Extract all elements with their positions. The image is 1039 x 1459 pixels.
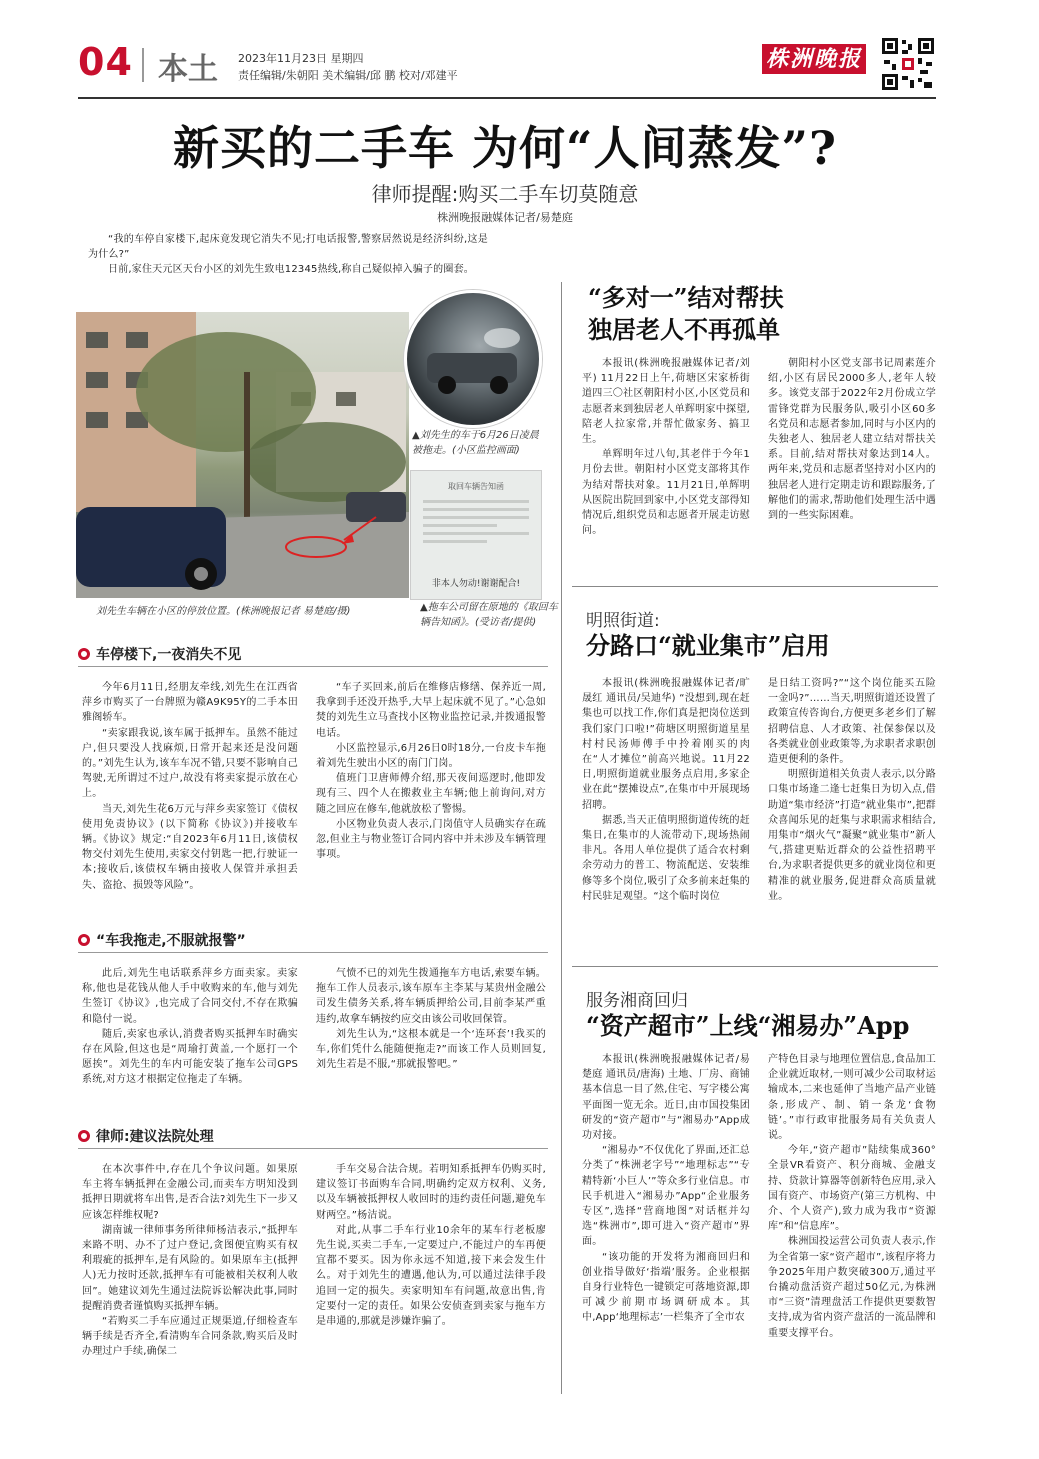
section-2-left-column bbox=[82, 966, 298, 1088]
paragraph: “车子买回来,前后在维修店修缮、保养近一周,我拿到手还没开热乎,大早上起床就不见了。”心急如焚的刘先生立马查找小区物业监控记录,并拨通报警电话。 bbox=[316, 682, 546, 739]
column-divider bbox=[561, 282, 562, 1394]
paragraph: 是日结工资吗?”“这个岗位能买五险一金吗?”……当天,明照街道还设置了政策宣传咨询台,方便更多老乡们了解招聘信息、人才政策、社保参保以及各类就业创业政策等,为求职者求职创造更便利的条件。 bbox=[768, 678, 936, 766]
paragraph: 单辉明年过八旬,其老伴于今年1月份去世。朝阳村小区党支部将其作为结对帮扶对象。11月21日,单辉明从医院出院回到家中,小区党支部得知情况后,组织党员和志愿者开展走访慰问。 bbox=[582, 449, 750, 537]
article4-left-column bbox=[582, 1052, 750, 1326]
lead bbox=[88, 232, 488, 278]
section-heading-text: “车我拖走,不服就报警” bbox=[96, 933, 246, 949]
parking-photo bbox=[76, 312, 409, 598]
paragraph: “卖家跟我说,该车属于抵押车。虽然不能过户,但只要没人找麻烦,日常开起来还是没问题的。”刘先生认为,该车车况不错,只要不影响自己驾驶,无所谓过不过户,故没有将卖家提示放在心上。 bbox=[82, 727, 298, 800]
notice-title: 取回车辆告知函 bbox=[448, 482, 504, 491]
section-bullet-icon bbox=[78, 1130, 90, 1142]
paragraph: 本报讯(株洲晚报融媒体记者/易楚庭 通讯员/唐海) 土地、厂房、商铺基本信息一目了然,住宅、写字楼公寓平面图一览无余。近日,由市国投集团研发的“资产超市”与“湘易办”App成功对接。 bbox=[582, 1054, 750, 1142]
section-3-right-column bbox=[316, 1162, 546, 1329]
article-rule bbox=[572, 966, 938, 967]
notice-footer: 非本人勿动!谢谢配合! bbox=[431, 579, 521, 589]
section-heading-3 bbox=[78, 1126, 214, 1146]
paragraph: 在本次事件中,存在几个争议问题。如果原车主将车辆抵押在金融公司,而卖车方明知没到抵押日期就将车出售,是否合法?刘先生下一步又应该怎样维权呢? bbox=[82, 1164, 298, 1221]
paragraph: 此后,刘先生电话联系萍乡方面卖家。卖家称,他也是花钱从他人手中收购来的车,他与刘先生签订《协议》,也完成了合同交付,不存在欺骗和隐付一说。 bbox=[82, 968, 298, 1025]
section-heading-text: 车停楼下,一夜消失不见 bbox=[96, 647, 242, 663]
paragraph: 朝阳村小区党支部书记周素莲介绍,小区有居民2000多人,老年人较多。该党支部于2022年2月份成立学雷锋党群为民服务队,吸引小区60多名党员和志愿者参加,同时与小区内的失独老人、独居老人建立结对帮扶关系。目前,结对帮扶对象达到14人。两年来,党员和志愿者坚持对小区内的独居老人进行定期走访和跟踪服务,了解他们的需求,帮助他们处理生活中遇到的一些实际困难。 bbox=[768, 358, 936, 522]
paragraph: 手车交易合法合规。若明知系抵押车仍购买时,建议签订书面购车合同,明确约定双方权利、义务,以及车辆被抵押权人收回时的违约责任问题,避免车财两空。”杨洁说。 bbox=[316, 1164, 546, 1221]
paragraph: 今年6月11日,经朋友牵线,刘先生在江西省萍乡市购买了一台牌照为赣A9K95Y的二手本田雅阁轿车。 bbox=[82, 682, 298, 724]
article4-kicker: 服务湘商回归 bbox=[586, 991, 688, 1011]
article-rule bbox=[572, 586, 938, 587]
main-headline: 新买的二手车 为何“人间蒸发”? bbox=[173, 121, 837, 175]
paragraph: 湖南诚一律师事务所律师杨洁表示,“抵押车来路不明、办不了过户登记,贪图便宜购买有权利瑕疵的抵押车,是有风险的。如果原车主(抵押人)无力按时还款,抵押车有可能被相关权利人收回”。她建议刘先生通过法院诉讼解决此事,同时提醒消费者谨慎购买抵押车辆。 bbox=[82, 1224, 298, 1312]
paragraph: 据悉,当天正值明照街道传统的赶集日,在集市的人流带动下,现场热闹非凡。各用人单位提供了适合农村剩余劳动力的普工、物流配送、安装维修等多个岗位,吸引了众多前来赶集的村民驻足观望。“这个临时岗位 bbox=[582, 814, 750, 902]
paragraph: 对此,从事二手车行业10余年的某车行老板廖先生说,买卖二手车,一定要过户,不能过户的车再便宜都不要买。因为你永远不知道,接下来会发生什么。对于刘先生的遭遇,他认为,可以通过法律手段追回一定的损失。卖家明知车有问题,故意出售,肯定要付一定的责任。如果公安侦查到卖家与拖车方是串通的,那就是涉嫌诈骗了。 bbox=[316, 1224, 546, 1328]
page-number: 04 bbox=[78, 40, 133, 84]
parking-photo-caption: 刘先生车辆在小区的停放位置。(株洲晚报记者 易楚庭/摄) bbox=[96, 606, 351, 617]
article3-headline: 分路口“就业集市”启用 bbox=[586, 631, 830, 660]
article2-headline-line2: 独居老人不再孤单 bbox=[588, 315, 780, 344]
article2-left-column bbox=[582, 356, 750, 538]
section-heading-2 bbox=[78, 930, 246, 950]
section-heading-text: 律师:建议法院处理 bbox=[96, 1129, 214, 1145]
paragraph: 今年,“资产超市”陆续集成360°全景VR看资产、积分商城、金融支持、贷款计算器等创新特色应用,录入国有资产、市场资产(第三方机构、中介、个人资产),致力成为我市“资源库”和“信息库”。 bbox=[768, 1145, 936, 1233]
section-3-left-column bbox=[82, 1162, 298, 1360]
article3-left-column bbox=[582, 676, 750, 904]
paragraph: 本报讯(株洲晚报融媒体记者/刘平) 11月22日上午,荷塘区宋家桥街道四三〇社区朝阳村小区,小区党员和志愿者来到独居老人单辉明家中探望,陪老人拉家常,并帮忙做家务、搞卫生。 bbox=[582, 358, 750, 446]
paragraph: 气愤不已的刘先生拨通拖车方电话,索要车辆。拖车工作人员表示,该车原车主李某与某贵州金融公司发生债务关系,将车辆质押给公司,目前李某严重违约,故拿车辆按约应交由该公司收回保管。 bbox=[316, 968, 546, 1025]
section-rule bbox=[78, 666, 548, 667]
notice-caption: ▲拖车公司留在原地的《取回车辆告知函》。(受访者/提供) bbox=[420, 602, 558, 628]
header-rule bbox=[78, 97, 936, 99]
editors-line: 责任编辑/朱朝阳 美术编辑/邱 鹏 校对/邓建平 bbox=[238, 69, 458, 82]
section-rule bbox=[78, 952, 548, 953]
notice-photo bbox=[410, 470, 542, 600]
section-heading-1 bbox=[78, 644, 241, 664]
section-name: 本土 bbox=[158, 52, 218, 87]
notice-text-lines bbox=[423, 500, 529, 543]
paragraph: 产特色目录与地理位置信息,食品加工企业就近取材,一则可减少公司取材运输成本,二来也延伸了当地产品产业链条,形成产、制、销一条龙‘食物链’。”市行政审批服务局有关负责人说。 bbox=[768, 1054, 936, 1142]
paragraph: 小区监控显示,6月26日0时18分,一台皮卡车拖着刘先生驶出小区的南门门岗。 bbox=[316, 742, 546, 770]
article4-right-column bbox=[768, 1052, 936, 1341]
paragraph: 刘先生认为,“这根本就是一个‘连环套’!我买的车,你们凭什么能随便拖走?”而该工作人员则回复,刘先生若是不服,“那就报警吧。” bbox=[316, 1028, 546, 1071]
masthead-logo: 株洲晚报 bbox=[762, 44, 866, 74]
paragraph: 小区物业负责人表示,门岗值守人员确实存在疏忽,但业主与物业签订合同内容中并未涉及车辆管理事项。 bbox=[316, 818, 546, 861]
date-line: 2023年11月23日 星期四 bbox=[238, 52, 364, 65]
paragraph: 明照街道相关负责人表示,以分路口集市场逢二逢七赶集日为切入点,借助道“集市经济”打造“就业集市”,把群众喜闻乐见的赶集与求职需求相结合,用集市“烟火气”凝聚“就业集市”新人气,搭建更贴近群众的公益性招聘平台,为求职者提供更多的就业岗位和更精准的就业服务,促进群众高质量就业。 bbox=[768, 769, 936, 902]
paragraph: 随后,卖家也承认,消费者购买抵押车时确实存在风险,但这也是“周瑜打黄盖,一个愿打一个愿挨”。刘先生的车内可能安装了拖车公司GPS系统,对方这才根据定位拖走了车辆。 bbox=[82, 1028, 298, 1086]
paragraph: “湘易办”不仅优化了界面,还汇总分类了“株洲老字号”“地理标志”“专精特新‘小巨人’”等众多行业信息。市民手机进入“湘易办”App“企业服务专区”,选择“营商地图”对话框并勾选“株洲市”,即可进入“资产超市”界面。 bbox=[582, 1145, 750, 1248]
section-rule bbox=[78, 1148, 548, 1149]
section-bullet-icon bbox=[78, 648, 90, 660]
article2-right-column bbox=[768, 356, 936, 523]
main-byline: 株洲晚报融媒体记者/易楚庭 bbox=[437, 211, 573, 224]
paragraph: 值班门卫唐师傅介绍,那天夜间巡逻时,他即发现有三、四个人在搬救业主车辆;他上前询问,对方随之回应在修车,他就放松了警惕。 bbox=[316, 773, 546, 815]
article3-kicker: 明照街道: bbox=[586, 611, 660, 631]
section-1-right-column bbox=[316, 680, 546, 862]
article3-right-column bbox=[768, 676, 936, 904]
article2-headline-line1: “多对一”结对帮扶 bbox=[588, 283, 784, 312]
lead-paragraph: “我的车停自家楼下,起床竟发现它消失不见;打电话报警,警察居然说是经济纠纷,这是为什么?” bbox=[88, 234, 488, 261]
paragraph: 当天,刘先生花6万元与萍乡卖家签订《债权使用免责协议》(以下简称《协议》)并接收车辆。《协议》规定:“自2023年6月11日,该债权物交付刘先生使用,卖家交付钥匙一把,行驶证一本;接收后,该债权车辆由接收人保管并承担丢失、盗抢、损毁等风险”。 bbox=[82, 803, 298, 891]
cctv-photo bbox=[404, 290, 542, 428]
paragraph: 本报讯(株洲晚报融媒体记者/旷晟红 通讯员/吴迪华) “没想到,现在赶集也可以找工作,你们真是把岗位送到我们家门口啦!”荷塘区明照街道星星村村民汤师傅手中拎着刚买的肉在“人才摊位”前高兴地说。11月22日,明照街道就业服务点启用,多家企业在此“摆摊设点”,在集市中开展现场招聘。 bbox=[582, 678, 750, 811]
cctv-caption: ▲刘先生的车于6月26日凌晨被拖走。(小区监控画面) bbox=[412, 430, 539, 456]
main-subheadline: 律师提醒:购买二手车切莫随意 bbox=[371, 182, 639, 206]
paragraph: 株洲国投运营公司负责人表示,作为全省第一家“资产超市”,该程序将力争2025年用户数突破300万,通过平台撬动盘活资产超过50亿元,为株洲市“三资”清理盘活工作提供更要数智支持,成为省内资产盘活的一流品牌和重要支撑平台。 bbox=[768, 1236, 936, 1339]
lead-paragraph: 日前,家住天元区天台小区的刘先生致电12345热线,称自己疑似掉入骗子的圈套。 bbox=[108, 264, 474, 276]
section-2-right-column bbox=[316, 966, 546, 1072]
qr-code-icon bbox=[880, 36, 936, 92]
section-bullet-icon bbox=[78, 934, 90, 946]
paragraph: “该功能的开发将为湘商回归和创业指导做好‘指端’服务。企业根据自身行业特色一键锁定可落地资源,即可减少前期市场调研成本。其中,App‘地理标志’一栏集齐了全市农 bbox=[582, 1251, 750, 1324]
paragraph: “若购买二手车应通过正规渠道,仔细检查车辆手续是否齐全,看清购车合同条款,购买后及时办理过户手续,确保二 bbox=[82, 1316, 298, 1358]
header-divider bbox=[142, 48, 144, 82]
article4-headline: “资产超市”上线“湘易办”App bbox=[586, 1011, 910, 1040]
section-1-left-column bbox=[82, 680, 298, 893]
